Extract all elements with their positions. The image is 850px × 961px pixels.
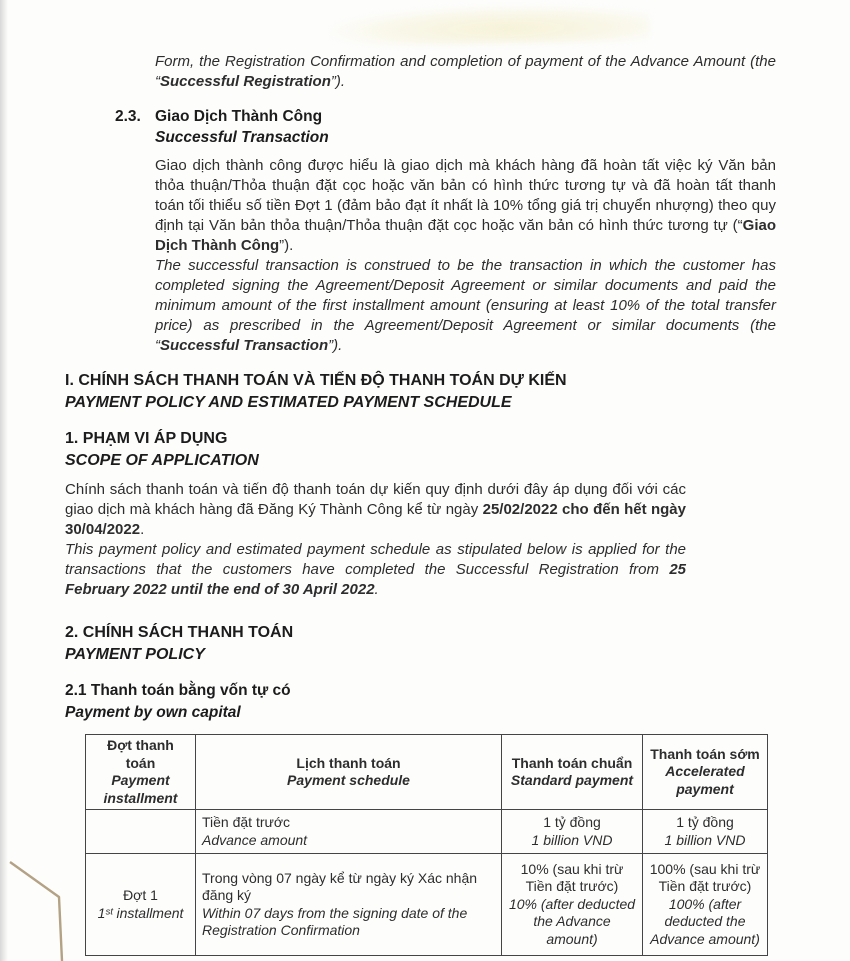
header-standard-payment	[502, 735, 643, 810]
section-I-title-en: PAYMENT POLICY AND ESTIMATED PAYMENT SCHEDULE	[65, 394, 512, 411]
cell-accelerated	[643, 810, 768, 854]
cell-accelerated	[643, 854, 768, 956]
header-en: Accelerated payment	[665, 763, 745, 797]
cell-en: 1 billion VND	[531, 831, 613, 848]
cell-en: 100% (after deducted the Advance amount)	[650, 895, 760, 947]
section-2-title-vi: 2. CHÍNH SÁCH THANH TOÁN	[65, 624, 294, 641]
cell-vi: 1 tỷ đồng	[543, 814, 601, 830]
section-2-heading	[65, 622, 775, 666]
section-I-title-vi: I. CHÍNH SÁCH THANH TOÁN VÀ TIẾN ĐỘ THANH TOÁN DỰ KIẾN	[65, 372, 567, 389]
header-vi: Thanh toán chuẩn	[511, 754, 633, 771]
header-payment-installment	[86, 735, 196, 810]
section-1-title-vi: 1. PHẠM VI ÁP DỤNG	[65, 430, 228, 447]
header-accelerated-payment	[643, 735, 768, 810]
section-1-body-en: This payment policy and estimated payment schedule as stipulated below is applied for the transactions that the customers have completed the Successful Registration from 25 February 2022 until the end of 30 April 2022.	[65, 541, 686, 598]
payment-table-header-row	[86, 735, 768, 810]
cell-vi: 1 tỷ đồng	[676, 814, 734, 830]
cell-vi: 100% (sau khi trừ Tiền đặt trước)	[649, 860, 761, 895]
cell-en: 10% (after deducted the Advance amount)	[508, 895, 636, 947]
section-2-3-title-vi: Giao Dịch Thành Công	[155, 108, 323, 125]
intro-paragraph-en: Form, the Registration Confirmation and completion of payment of the Advance Amount (the “Successful Registration”).	[155, 53, 776, 90]
header-en: Payment schedule	[287, 772, 410, 788]
section-2-3-heading	[115, 106, 775, 148]
cell-vi: Đợt 1	[123, 887, 158, 903]
cell-en: Within 07 days from the signing date of the Registration Confirmation	[202, 904, 468, 938]
cell-standard	[502, 854, 643, 956]
header-en: Payment installment	[103, 772, 178, 806]
cell-vi: Trong vòng 07 ngày kể từ ngày ký Xác nhận đăng ký	[202, 869, 478, 903]
header-vi: Thanh toán sớm	[650, 745, 760, 762]
header-vi: Đợt thanh toán	[107, 737, 174, 771]
cell-en: 1 billion VND	[664, 831, 746, 848]
section-2-1-heading	[65, 680, 775, 724]
section-2-3-number: 2.3.	[115, 108, 141, 125]
header-payment-schedule	[196, 735, 502, 810]
section-2-3-titles	[155, 106, 329, 148]
section-1-heading	[65, 428, 775, 472]
cell-vi: Tiền đặt trước	[202, 814, 291, 830]
section-2-1-title-en: Payment by own capital	[65, 704, 241, 721]
section-1-title-en: SCOPE OF APPLICATION	[65, 452, 259, 469]
section-2-3-body-en: The successful transaction is construed to be the transaction in which the customer has completed signing the Agreement/Deposit Agreement or similar documents and paid the minimum amount of the first installment amount (ensuring at least 10% of the total transfer price) as prescribed in the Agreement/Deposit Agreement or similar documents (the “Successful Transaction”).	[155, 257, 776, 354]
section-2-3-title-en: Successful Transaction	[155, 129, 329, 146]
cell-schedule	[196, 810, 502, 854]
cell-standard	[502, 810, 643, 854]
cell-installment	[86, 854, 196, 956]
table-row-advance-amount	[86, 810, 768, 854]
payment-table	[85, 734, 768, 956]
cell-vi: 10% (sau khi trừ Tiền đặt trước)	[520, 860, 624, 895]
header-en: Standard payment	[510, 772, 634, 788]
section-I-heading	[65, 370, 775, 414]
cell-installment	[86, 810, 196, 854]
section-1-body-vi: Chính sách thanh toán và tiến độ thanh toán dự kiến quy định dưới đây áp dụng đối với các giao dịch mà khách hàng đã Đăng Ký Thành Công kể từ ngày 25/02/2022 cho đến hết ngày 30/04/2022.	[65, 481, 686, 538]
cell-schedule	[196, 854, 502, 956]
cell-en: 1ˢᵗ installment	[97, 904, 184, 921]
section-2-title-en: PAYMENT POLICY	[65, 646, 205, 663]
section-2-3-body-vi: Giao dịch thành công được hiểu là giao dịch mà khách hàng đã hoàn tất việc ký Văn bản thỏa thuận/Thỏa thuận đặt cọc hoặc văn bản có hình thức tương tự và đã hoàn tất thanh toán tối thiểu số tiền Đợt 1 (đảm bảo đạt ít nhất là 10% tổng giá trị chuyển nhượng) theo quy định tại Văn bản thỏa thuận/Thỏa thuận đặt cọc hoặc văn bản có hình thức tương tự (“Giao Dịch Thành Công”).	[155, 157, 776, 254]
header-vi: Lịch thanh toán	[296, 754, 401, 771]
section-2-1-title-vi: 2.1 Thanh toán bằng vốn tự có	[65, 682, 291, 699]
cell-en: Advance amount	[202, 831, 308, 848]
table-row-installment-1	[86, 854, 768, 956]
